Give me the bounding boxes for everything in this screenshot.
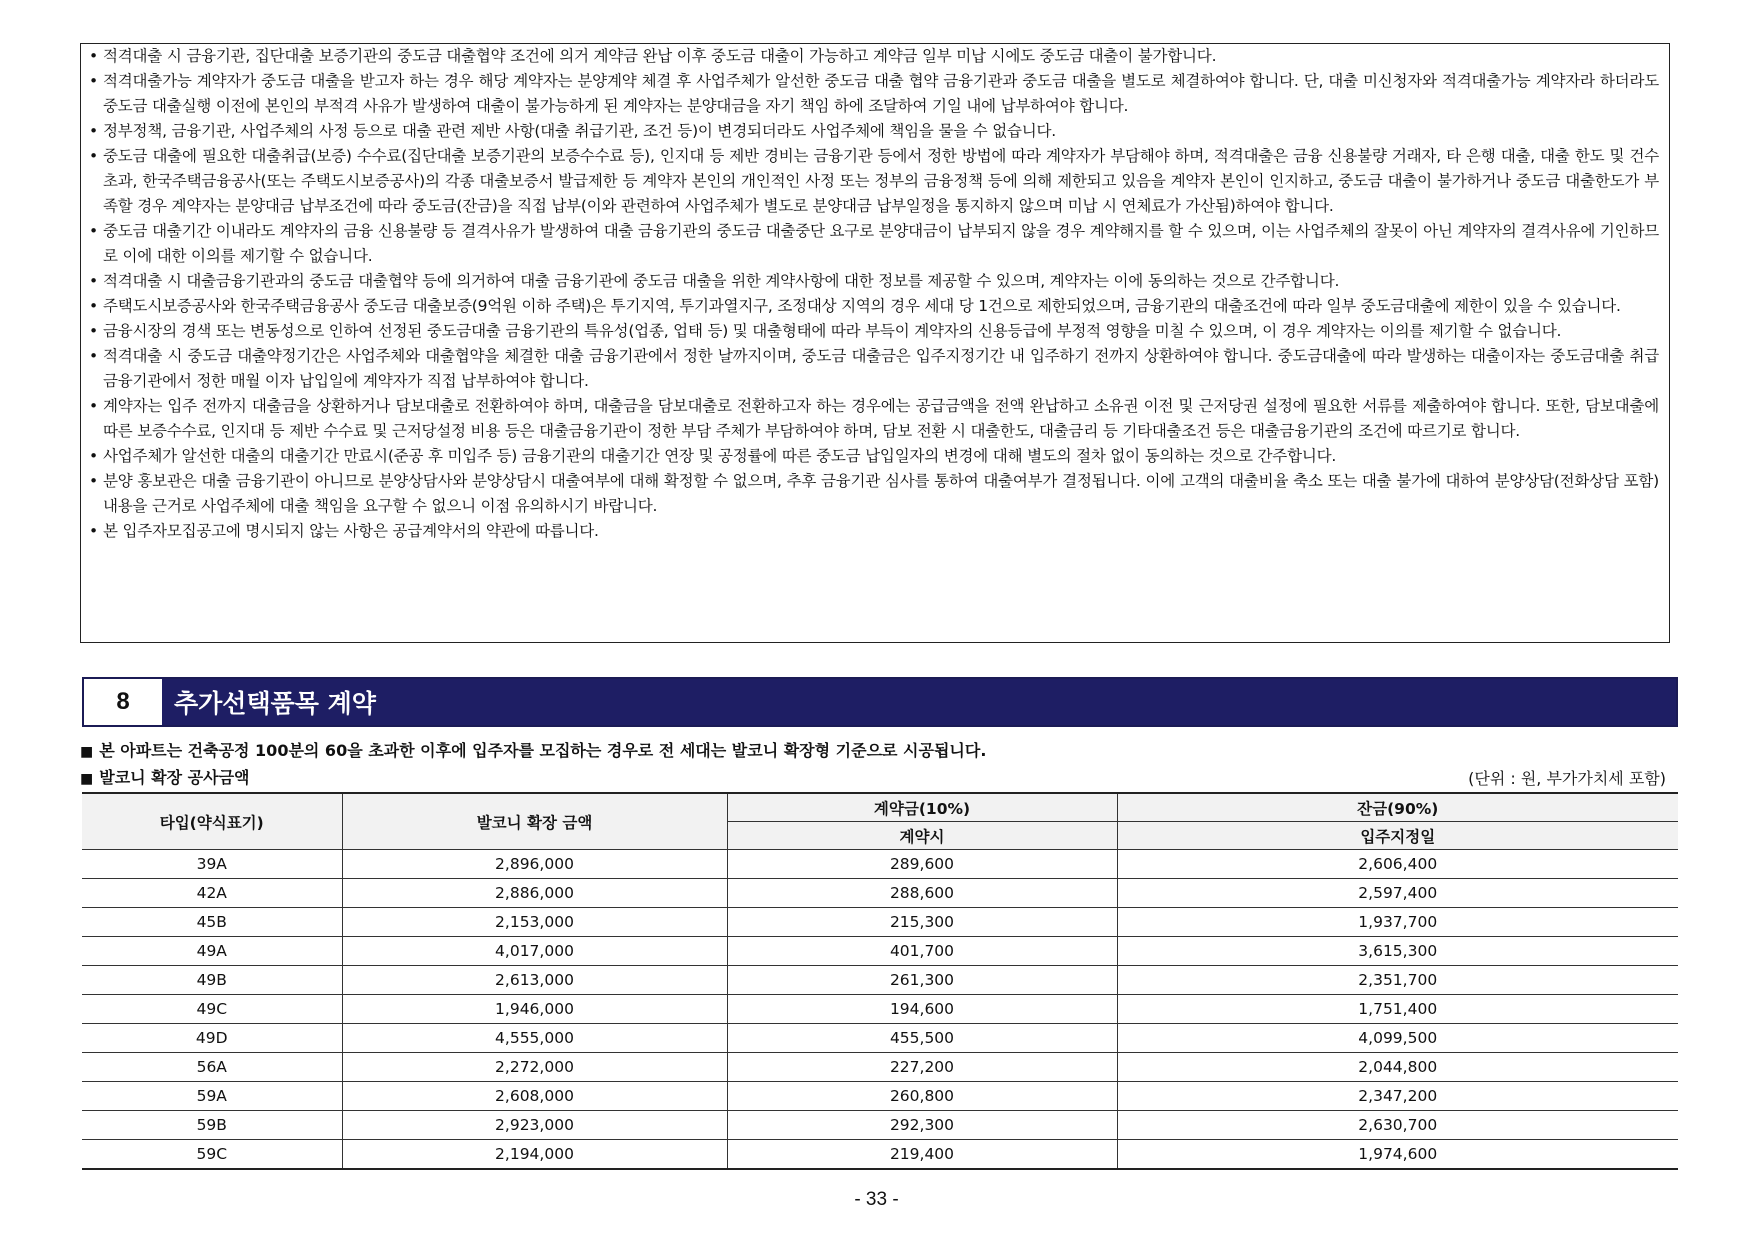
bullet-icon: •	[89, 322, 98, 340]
note-item	[87, 44, 1659, 69]
note-item	[87, 269, 1659, 294]
note-text: 계약자는 입주 전까지 대출금을 상환하거나 담보대출로 전환하여야 하며, 대출금을 담보대출로 전환하고자 하는 경우에는 공급금액을 전액 완납하고 소유권 이전 및 근저당권 설정에 필요한 서류를 제출하여야 합니다. 또한, 담보대출에 따른 보증수수료, 인지대 등 제반 수수료 및 근저당설정 비용 등은 대출금융기관이 정한 부담 주체가 부담하여야 하며, 담보 전환 시 대출한도, 대출금리 등 기타대출조건 등은 대출금융기관의 조건에 따르기로 합니다.	[103, 397, 1659, 440]
bullet-icon: •	[89, 122, 98, 140]
cell-type: 49C	[82, 995, 342, 1024]
loan-notes-list	[87, 44, 1659, 544]
note-item	[87, 119, 1659, 144]
cell-balance: 1,751,400	[1117, 995, 1678, 1024]
cell-type: 59B	[82, 1111, 342, 1140]
cell-deposit: 219,400	[727, 1140, 1117, 1170]
note-item	[87, 144, 1659, 219]
cell-type: 39A	[82, 850, 342, 879]
cell-amount: 2,886,000	[342, 879, 727, 908]
note-text: 적격대출 시 금융기관, 집단대출 보증기관의 중도금 대출협약 조건에 의거 계약금 완납 이후 중도금 대출이 가능하고 계약금 일부 미납 시에도 중도금 대출이 불가합니다.	[103, 47, 1217, 65]
construction-note	[80, 738, 986, 761]
cell-deposit: 227,200	[727, 1053, 1117, 1082]
cell-deposit: 401,700	[727, 937, 1117, 966]
header-deposit-sub: 계약시	[727, 822, 1117, 850]
cell-amount: 2,153,000	[342, 908, 727, 937]
table-row	[82, 908, 1678, 937]
cell-amount: 1,946,000	[342, 995, 727, 1024]
note-text: 중도금 대출에 필요한 대출취급(보증) 수수료(집단대출 보증기관의 보증수수료 등), 인지대 등 제반 경비는 금융기관 등에서 정한 방법에 따라 계약자가 부담해야 하며, 적격대출은 금융 신용불량 거래자, 타 은행 대출, 대출 한도 및 건수초과, 한국주택금융공사(또는 주택도시보증공사)의 각종 대출보증서 발급제한 등 계약자 본인의 개인적인 사정 또는 정부의 금융정책 등에 의해 제한되고 있음을 계약자 본인이 인지하고, 중도금 대출이 불가하거나 중도금 대출한도가 부족할 경우 계약자는 분양대금 납부조건에 따라 중도금(잔금)을 직접 납부(이와 관련하여 사업주체가 별도로 분양대금 납부일정을 통지하지 않으며 미납 시 연체료가 가산됨)하여야 합니다.	[103, 147, 1659, 215]
cell-amount: 2,194,000	[342, 1140, 727, 1170]
cell-type: 49A	[82, 937, 342, 966]
cell-balance: 2,606,400	[1117, 850, 1678, 879]
cell-amount: 2,608,000	[342, 1082, 727, 1111]
loan-notes-box	[80, 43, 1670, 643]
note-text: 적격대출 시 중도금 대출약정기간은 사업주체와 대출협약을 체결한 대출 금융기관에서 정한 날까지이며, 중도금 대출금은 입주지정기간 내 입주하기 전까지 상환하여야 합니다. 중도금대출에 따라 발생하는 대출이자는 중도금대출 취급 금융기관에서 정한 매월 이자 납입일에 계약자가 직접 납부하여야 합니다.	[103, 347, 1659, 390]
table-row	[82, 937, 1678, 966]
page-number: - 33 -	[854, 1189, 899, 1210]
cell-amount: 2,896,000	[342, 850, 727, 879]
cell-deposit: 260,800	[727, 1082, 1117, 1111]
note-item	[87, 344, 1659, 394]
table-row	[82, 879, 1678, 908]
bullet-icon: •	[89, 347, 98, 365]
balcony-cost-table	[82, 792, 1678, 1170]
section-number: 8	[84, 679, 162, 725]
note-text: 금융시장의 경색 또는 변동성으로 인하여 선정된 중도금대출 금융기관의 특유성(업종, 업태 등) 및 대출형태에 따라 부득이 계약자의 신용등급에 부정적 영향을 미칠 수 있으며, 이 경우 계약자는 이의를 제기할 수 없습니다.	[103, 322, 1562, 340]
cell-amount: 2,613,000	[342, 966, 727, 995]
note-item	[87, 444, 1659, 469]
note-item	[87, 519, 1659, 544]
construction-note-text: 본 아파트는 건축공정 100분의 60을 초과한 이후에 입주자를 모집하는 경우로 전 세대는 발코니 확장형 기준으로 시공됩니다.	[99, 741, 987, 760]
bullet-icon: •	[89, 222, 98, 240]
table-row	[82, 850, 1678, 879]
square-bullet-icon: ■	[80, 771, 94, 787]
cell-balance: 2,347,200	[1117, 1082, 1678, 1111]
table-row	[82, 1140, 1678, 1170]
bullet-icon: •	[89, 147, 98, 165]
cell-balance: 2,630,700	[1117, 1111, 1678, 1140]
bullet-icon: •	[89, 397, 98, 415]
header-amount: 발코니 확장 금액	[342, 793, 727, 850]
note-item	[87, 319, 1659, 344]
cell-deposit: 292,300	[727, 1111, 1117, 1140]
note-text: 분양 홍보관은 대출 금융기관이 아니므로 분양상담사와 분양상담시 대출여부에 대해 확정할 수 없으며, 추후 금융기관 심사를 통하여 대출여부가 결정됩니다. 이에 고객의 대출비율 축소 또는 대출 불가에 대하여 분양상담(전화상담 포함) 내용을 근거로 사업주체에 대출 책임을 요구할 수 없으니 이점 유의하시기 바랍니다.	[103, 472, 1659, 515]
cell-deposit: 288,600	[727, 879, 1117, 908]
cell-balance: 2,597,400	[1117, 879, 1678, 908]
table-row	[82, 966, 1678, 995]
cell-deposit: 215,300	[727, 908, 1117, 937]
note-text: 적격대출 시 대출금융기관과의 중도금 대출협약 등에 의거하여 대출 금융기관에 중도금 대출을 위한 계약사항에 대한 정보를 제공할 수 있으며, 계약자는 이에 동의하는 것으로 간주합니다.	[103, 272, 1340, 290]
cell-amount: 4,555,000	[342, 1024, 727, 1053]
bullet-icon: •	[89, 522, 98, 540]
cell-balance: 1,974,600	[1117, 1140, 1678, 1170]
cell-balance: 4,099,500	[1117, 1024, 1678, 1053]
cell-balance: 1,937,700	[1117, 908, 1678, 937]
cell-amount: 4,017,000	[342, 937, 727, 966]
note-text: 정부정책, 금융기관, 사업주체의 사정 등으로 대출 관련 제반 사항(대출 취급기관, 조건 등)이 변경되더라도 사업주체에 책임을 물을 수 없습니다.	[103, 122, 1057, 140]
cell-amount: 2,923,000	[342, 1111, 727, 1140]
cell-deposit: 194,600	[727, 995, 1117, 1024]
note-item	[87, 394, 1659, 444]
bullet-icon: •	[89, 297, 98, 315]
cell-type: 42A	[82, 879, 342, 908]
cell-type: 59A	[82, 1082, 342, 1111]
cell-type: 56A	[82, 1053, 342, 1082]
note-text: 중도금 대출기간 이내라도 계약자의 금융 신용불량 등 결격사유가 발생하여 대출 금융기관의 중도금 대출중단 요구로 분양대금이 납부되지 않을 경우 계약해지를 할 수 있으며, 이는 사업주체의 잘못이 아닌 계약자의 결격사유에 기인하므로 이에 대한 이의를 제기할 수 없습니다.	[103, 222, 1659, 265]
note-text: 주택도시보증공사와 한국주택금융공사 중도금 대출보증(9억원 이하 주택)은 투기지역, 투기과열지구, 조정대상 지역의 경우 세대 당 1건으로 제한되었으며, 금융기관의 대출조건에 따라 일부 중도금대출에 제한이 있을 수 있습니다.	[103, 297, 1621, 315]
bullet-icon: •	[89, 47, 98, 65]
header-balance-sub: 입주지정일	[1117, 822, 1678, 850]
table-row	[82, 995, 1678, 1024]
cell-deposit: 261,300	[727, 966, 1117, 995]
cell-type: 45B	[82, 908, 342, 937]
header-balance: 잔금(90%)	[1117, 793, 1678, 822]
bullet-icon: •	[89, 472, 98, 490]
note-item	[87, 294, 1659, 319]
cell-amount: 2,272,000	[342, 1053, 727, 1082]
bullet-icon: •	[89, 72, 98, 90]
header-type: 타입(약식표기)	[82, 793, 342, 850]
cell-deposit: 289,600	[727, 850, 1117, 879]
cell-balance: 2,044,800	[1117, 1053, 1678, 1082]
balcony-cost-rows	[82, 850, 1678, 1170]
cell-type: 59C	[82, 1140, 342, 1170]
cell-type: 49D	[82, 1024, 342, 1053]
square-bullet-icon: ■	[80, 744, 94, 760]
note-item	[87, 69, 1659, 119]
table-row	[82, 1082, 1678, 1111]
note-item	[87, 469, 1659, 519]
cell-type: 49B	[82, 966, 342, 995]
note-text: 사업주체가 알선한 대출의 대출기간 만료시(준공 후 미입주 등) 금융기관의 대출기간 연장 및 공정률에 따른 중도금 납입일자의 변경에 대해 별도의 절차 없이 동의하는 것으로 간주합니다.	[103, 447, 1337, 465]
section-title: 추가선택품목 계약	[162, 679, 1676, 725]
bullet-icon: •	[89, 447, 98, 465]
table-row	[82, 1024, 1678, 1053]
cell-deposit: 455,500	[727, 1024, 1117, 1053]
note-item	[87, 219, 1659, 269]
cell-balance: 3,615,300	[1117, 937, 1678, 966]
cell-balance: 2,351,700	[1117, 966, 1678, 995]
bullet-icon: •	[89, 272, 98, 290]
note-text: 적격대출가능 계약자가 중도금 대출을 받고자 하는 경우 해당 계약자는 분양계약 체결 후 사업주체가 알선한 중도금 대출 협약 금융기관과 중도금 대출을 별도로 체결하여야 합니다. 단, 대출 미신청자와 적격대출가능 계약자라 하더라도 중도금 대출실행 이전에 본인의 부적격 사유가 발생하여 대출이 불가능하게 된 계약자는 분양대금을 자기 책임 하에 조달하여 기일 내에 납부하여야 합니다.	[103, 72, 1659, 115]
section-header	[82, 677, 1678, 727]
table-row	[82, 1053, 1678, 1082]
note-text: 본 입주자모집공고에 명시되지 않는 사항은 공급계약서의 약관에 따릅니다.	[103, 522, 599, 540]
balcony-cost-heading-text: 발코니 확장 공사금액	[99, 768, 250, 787]
unit-note: (단위 : 원, 부가가치세 포함)	[1468, 769, 1666, 788]
header-deposit: 계약금(10%)	[727, 793, 1117, 822]
balcony-cost-heading	[80, 765, 249, 788]
table-row	[82, 1111, 1678, 1140]
